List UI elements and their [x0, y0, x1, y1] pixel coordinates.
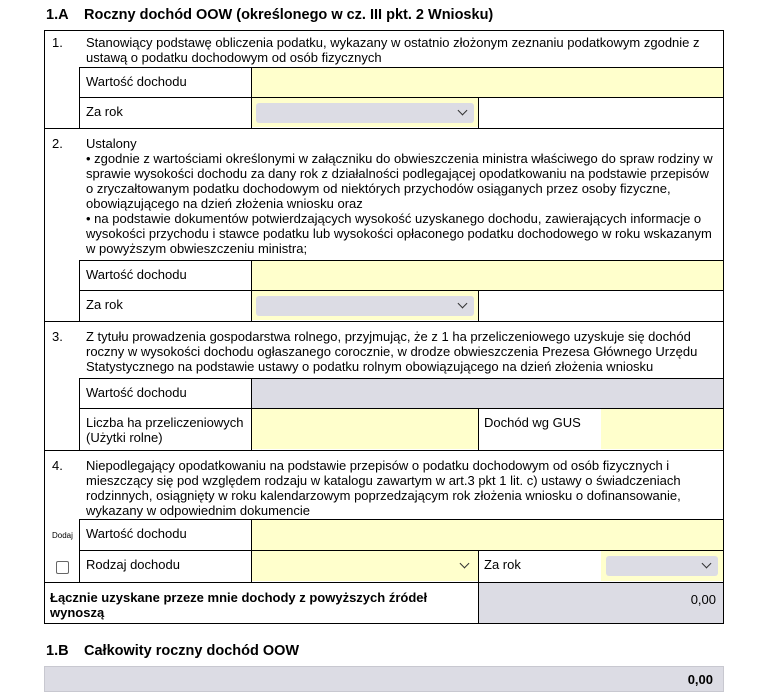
- divider: [44, 450, 724, 451]
- item1-description: [86, 35, 700, 65]
- item2-number: 2.: [52, 136, 63, 151]
- divider: [79, 378, 80, 450]
- item4-line: rodzinnych, osiągnięty w roku kalendarzowym poprzedzającym rok złożenia wniosku o dofinansowanie,: [86, 488, 681, 503]
- item3-gus-input[interactable]: [601, 409, 723, 449]
- item4-line: mieszczący się pod względem rodzaju w katalogu zawartym w art.3 pkt 1 lit. c) ustawy o świadczeniach: [86, 473, 681, 488]
- item4-income-input[interactable]: [252, 520, 723, 550]
- item3-gus-label: Dochód wg GUS: [484, 415, 581, 430]
- divider: [251, 67, 252, 128]
- item3-line: roczny w wysokości dochodu ogłaszanego corocznie, w drodze obwieszczenia Prezesa Głównego Urzędu: [86, 344, 698, 359]
- chevron-down-icon: [460, 559, 470, 569]
- item3-line: Statystycznego na podstawie ustawy o podatku rolnym obowiązującego na dzień złożenia wniosku: [86, 359, 654, 374]
- section-b-title: [46, 643, 299, 659]
- item2-line: Ustalony: [86, 136, 137, 151]
- item3-income-readonly: [252, 379, 723, 408]
- item1-number: 1.: [52, 35, 63, 50]
- add-label: Dodaj: [52, 531, 73, 540]
- divider: [251, 519, 252, 582]
- item2-line: o zryczałtowanym podatku dochodowym od niektórych przychodów osiąganych przez osoby fizyczne,: [86, 181, 671, 196]
- divider: [79, 260, 80, 321]
- item1-year-label: Za rok: [86, 104, 123, 119]
- item2-year-label: Za rok: [86, 297, 123, 312]
- divider: [478, 291, 479, 321]
- item1-income-label: Wartość dochodu: [86, 74, 187, 89]
- item2-income-input[interactable]: [252, 261, 723, 290]
- item4-type-select[interactable]: [252, 551, 478, 581]
- chevron-down-icon: [702, 559, 712, 569]
- item2-line: • na podstawie dokumentów potwierdzających wysokość uzyskanego dochodu, zawierających informacje o: [86, 211, 702, 226]
- item4-year-label: Za rok: [484, 557, 521, 572]
- divider: [79, 519, 80, 582]
- divider: [79, 67, 80, 128]
- item1-income-input[interactable]: [252, 68, 723, 97]
- item3-line: Z tytułu prowadzenia gospodarstwa rolnego, przyjmując, że z 1 ha przeliczeniowego uzyskuje się dochód: [86, 329, 691, 344]
- total-a-label: [50, 590, 427, 620]
- item3-hectares-label: [86, 415, 244, 445]
- section-a-number: 1.A: [46, 7, 69, 23]
- section-a-title: [46, 7, 493, 23]
- divider: [44, 128, 724, 129]
- section-b-number: 1.B: [46, 643, 69, 659]
- divider: [44, 321, 724, 322]
- item2-line: • zgodnie z wartościami określonymi w załączniku do obwieszczenia ministra właściwego do spraw rodziny w: [86, 151, 713, 166]
- item2-description: [86, 136, 713, 256]
- section-b-value: 0,00: [687, 672, 713, 687]
- divider: [478, 583, 479, 624]
- section-b-heading: Całkowity roczny dochód OOW: [84, 643, 300, 659]
- total-a-value: 0,00: [690, 592, 716, 607]
- item3-hectares-label-line: Liczba ha przeliczeniowych: [86, 415, 244, 430]
- item3-hectares-label-line: (Użytki rolne): [86, 430, 163, 445]
- item4-type-label: Rodzaj dochodu: [86, 557, 180, 572]
- item3-description: [86, 329, 697, 374]
- item3-income-label: Wartość dochodu: [86, 385, 187, 400]
- section-a-heading: Roczny dochód OOW (określonego w cz. III pkt. 2 Wniosku): [84, 7, 494, 23]
- item2-line: sprawie wysokości dochodu za dany rok z działalności podlegającej opodatkowaniu na podstawie przepisów: [86, 166, 709, 181]
- divider: [478, 551, 479, 582]
- item2-line: wysokości przychodu i stawce podatku lub wysokości opłaconego podatku dochodowego w roku wskazanym: [86, 226, 712, 241]
- item2-year-select[interactable]: [256, 296, 474, 316]
- divider: [251, 260, 252, 321]
- item1-line: Stanowiący podstawę obliczenia podatku, wykazany w ostatnio złożonym zeznaniu podatkowym zgodnie z: [86, 35, 700, 50]
- add-checkbox[interactable]: [56, 561, 69, 574]
- item4-year-select[interactable]: [606, 556, 718, 576]
- chevron-down-icon: [458, 106, 468, 116]
- chevron-down-icon: [458, 299, 468, 309]
- item2-line: w powyższym obwieszczeniu ministra;: [86, 241, 308, 256]
- item4-line: Niepodlegający opodatkowaniu na podstawie przepisów o podatku dochodowym od osób fizycznych i: [86, 458, 670, 473]
- total-a-label-line: wynoszą: [50, 605, 105, 620]
- item4-line: wykazany w odpowiednim dokumencie: [86, 503, 311, 518]
- item3-hectares-input[interactable]: [252, 409, 478, 449]
- divider: [251, 378, 252, 450]
- item4-description: [86, 458, 681, 518]
- divider: [478, 98, 479, 128]
- item3-number: 3.: [52, 329, 63, 344]
- total-a-label-line: Łącznie uzyskane przeze mnie dochody z powyższych źródeł: [50, 590, 428, 605]
- item1-year-select[interactable]: [256, 103, 474, 123]
- item4-income-label: Wartość dochodu: [86, 526, 187, 541]
- item2-line: obowiązującego na dzień złożenia wniosku oraz: [86, 196, 363, 211]
- item2-income-label: Wartość dochodu: [86, 267, 187, 282]
- item4-number: 4.: [52, 458, 63, 473]
- item1-line: ustawą o podatku dochodowym od osób fizycznych: [86, 50, 382, 65]
- divider: [478, 409, 479, 450]
